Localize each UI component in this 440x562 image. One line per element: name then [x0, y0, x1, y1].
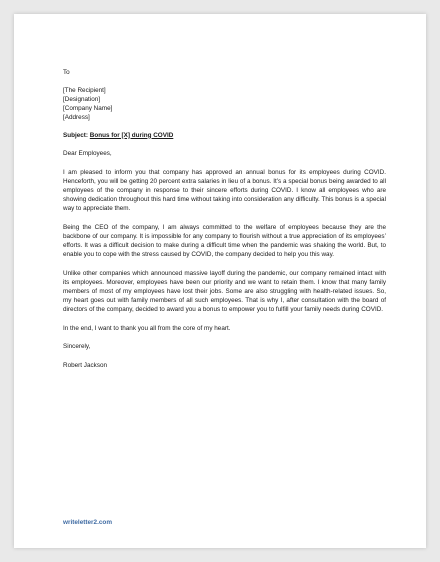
subject-line	[63, 131, 386, 140]
signature-name: Robert Jackson	[63, 361, 108, 369]
paragraph-ceo-commitment: Being the CEO of the company, I am always committed to the welfare of employees because they are the backbone of our company. It is impossible for any company to flourish without a true appreciation of its employees’ efforts. It was a difficult decision to make during a difficult time when the pandemic was shaking the world. But, to enable you to cope with the stress caused by COVID, the company decided to help you this way.	[63, 223, 386, 259]
letter-body	[63, 68, 386, 370]
site-link[interactable]: writeletter2.com	[63, 519, 113, 526]
greeting: Dear Employees,	[63, 150, 112, 158]
paragraph-thanks: In the end, I want to thank you all from the core of my heart.	[63, 324, 231, 332]
recipient-company: [Company Name]	[63, 104, 113, 112]
closing: Sincerely,	[63, 343, 91, 351]
recipient-name: [The Recipient]	[63, 86, 106, 94]
subject-text: Bonus for [X] during COVID	[89, 131, 174, 139]
subject-label: Subject:	[63, 131, 89, 139]
recipient-designation: [Designation]	[63, 95, 101, 103]
recipient-address: [Address]	[63, 113, 90, 121]
paragraph-retention: Unlike other companies which announced massive layoff during the pandemic, our company remained intact with its employees. Moreover, employees have been our priority and we want to retain them. I know that many family members of most of my employees have lost their jobs. Some are also struggling with health-related issues. So, my heart goes out with family members of all such employees. That is why I, after consultation with the board of directors of the company, decided to award you a bonus to empower you to fulfill your family needs during COVID.	[63, 269, 386, 314]
paragraph-bonus-announcement: I am pleased to inform you that company has approved an annual bonus for its employees during COVID. Henceforth, you will be getting 20 percent extra salaries in lieu of a bonus. It’s a special bonus being awarded to all employees of the company in response to their sincere efforts during COVID. I know all employees who are showing dedication throughout this hard time without taking into consideration any difficulty. This bonus is a special way to appreciate them.	[63, 168, 386, 213]
letter-page	[14, 14, 426, 548]
to-label: To	[63, 69, 70, 76]
